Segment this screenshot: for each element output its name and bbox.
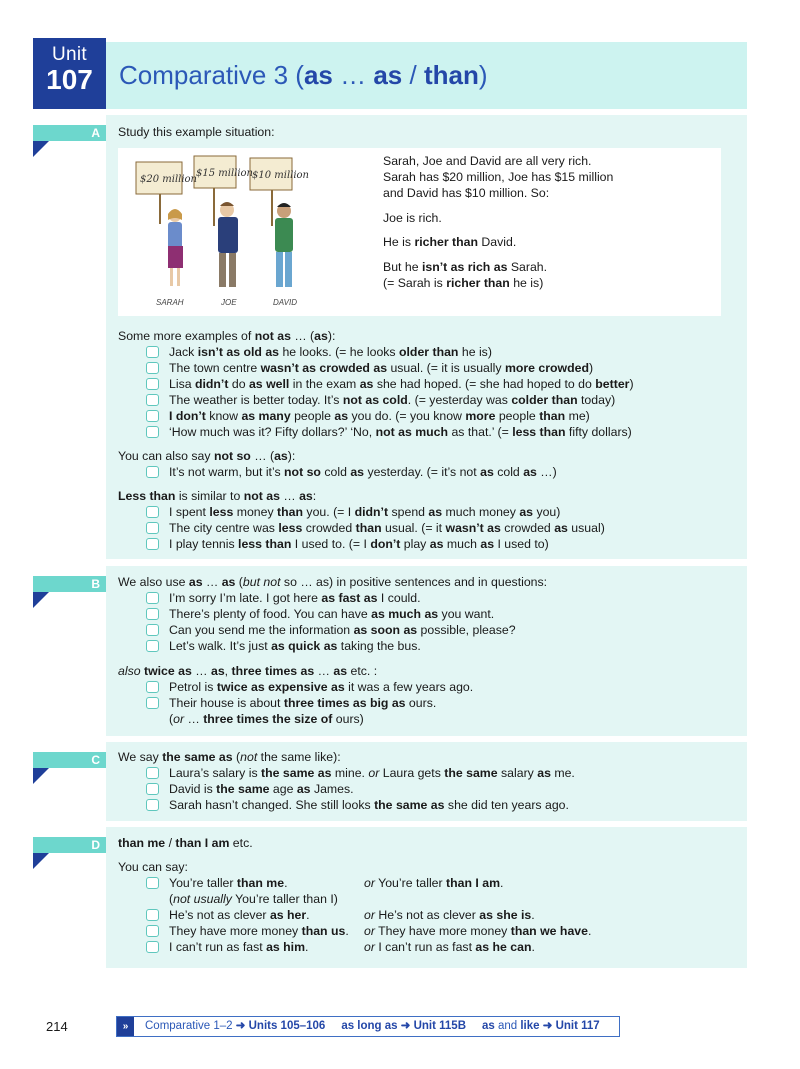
bullet-icon <box>146 799 159 811</box>
bullet-icon <box>146 506 159 518</box>
section-a <box>91 115 747 559</box>
alternative-sentence: or He’s not as clever as she is. <box>364 908 535 922</box>
unit-label: Unit <box>52 44 87 65</box>
bullet-icon <box>146 877 159 889</box>
example-sentence: ‘How much was it? Fifty dollars?’ ‘No, not as much as that.’ (= less than fifty dollars) <box>169 425 632 439</box>
example-sentence: Let’s walk. It’s just as quick as taking the bus. <box>169 639 421 653</box>
rule-text: Some more examples of not as … (as): <box>118 329 336 343</box>
rule-text: We say the same as (not the same like): <box>118 750 341 764</box>
story-line: Joe is rich. <box>383 211 442 225</box>
xref-link-comparative[interactable]: Comparative 1–2 ➜ Units 105–106 <box>145 1020 326 1032</box>
bullet-icon <box>146 640 159 652</box>
title-bar <box>106 42 747 109</box>
example-sentence: Sarah hasn’t changed. She still looks the same as she did ten years ago. <box>169 798 569 812</box>
unit-number: 107 <box>46 64 93 95</box>
example-sentence: I don’t know as many people as you do. (= you know more people than me) <box>169 409 590 423</box>
example-note: (not usually You’re taller than I) <box>169 892 338 906</box>
bullet-icon <box>146 697 159 709</box>
alternative-sentence: or I can’t run as fast as he can. <box>364 940 535 954</box>
section-tab-c: C <box>33 752 106 768</box>
cross-reference-bar <box>116 1016 620 1037</box>
example-sentence: The city centre was less crowded than usual. (= it wasn’t as crowded as usual) <box>169 521 605 535</box>
bullet-icon <box>146 783 159 795</box>
bullet-icon <box>146 522 159 534</box>
label-david: DAVID <box>273 298 298 307</box>
bullet-icon <box>146 767 159 779</box>
example-sentence: Petrol is twice as expensive as it was a few years ago. <box>169 680 474 694</box>
double-arrow-icon: » <box>117 1017 134 1036</box>
example-sentence: The town centre wasn’t as crowded as usual. (= it is usually more crowded) <box>169 361 594 375</box>
bullet-icon <box>146 466 159 478</box>
page-number: 214 <box>46 1019 68 1034</box>
example-sentence: He’s not as clever as her. <box>169 908 310 922</box>
sign-david: $10 million <box>252 170 310 181</box>
example-sentence: The weather is better today. It’s not as cold. (= yesterday was colder than today) <box>169 393 616 407</box>
example-sentence: Their house is about three times as big as ours. <box>169 696 437 710</box>
bullet-icon <box>146 346 159 358</box>
bullet-icon <box>146 362 159 374</box>
rule-text: than me / than I am etc. <box>118 836 253 850</box>
section-d <box>91 827 747 968</box>
alternative-sentence: or They have more money than we have. <box>364 924 592 938</box>
intro-text: Study this example situation: <box>118 125 275 139</box>
story-line: Sarah has $20 million, Joe has $15 million <box>383 170 614 184</box>
bullet-icon <box>146 681 159 693</box>
story-line: He is richer than David. <box>383 235 517 249</box>
bullet-icon <box>146 538 159 550</box>
story-line: and David has $10 million. So: <box>383 186 550 200</box>
example-sentence: Laura’s salary is the same as mine. or Laura gets the same salary as me. <box>169 766 575 780</box>
example-sentence: You’re taller than me. <box>169 876 288 890</box>
rule-text: Less than is similar to not as … as: <box>118 489 317 503</box>
example-sentence: I play tennis less than I used to. (= I don’t play as much as I used to) <box>169 537 549 551</box>
unit-badge <box>33 38 106 109</box>
bullet-icon <box>146 941 159 953</box>
bullet-icon <box>146 925 159 937</box>
page-title: Comparative 3 (as … as / than) <box>119 60 488 90</box>
sign-joe: $15 million <box>196 168 254 179</box>
bullet-icon <box>146 592 159 604</box>
label-joe: JOE <box>221 298 237 307</box>
xref-link-as-long-as[interactable]: as long as ➜ Unit 115B <box>341 1020 466 1032</box>
bullet-icon <box>146 608 159 620</box>
example-sentence: David is the same age as James. <box>169 782 354 796</box>
section-tab-d: D <box>33 837 106 853</box>
example-picture-panel <box>118 148 721 316</box>
bullet-icon <box>146 909 159 921</box>
rule-text: We also use as … as (but not so … as) in positive sentences and in questions: <box>118 575 548 589</box>
story-line: Sarah, Joe and David are all very rich. <box>383 154 592 168</box>
sign-sarah: $20 million <box>140 174 198 185</box>
example-sentence: Lisa didn’t do as well in the exam as she had hoped. (= she had hoped to do better) <box>169 377 634 391</box>
alternative-sentence: or You’re taller than I am. <box>364 876 504 890</box>
bullet-icon <box>146 378 159 390</box>
bullet-icon <box>146 394 159 406</box>
bullet-icon <box>146 624 159 636</box>
example-sentence: It’s not warm, but it’s not so cold as yesterday. (= it’s not as cold as …) <box>169 465 557 479</box>
rule-text: You can say: <box>118 860 188 874</box>
example-sentence: There’s plenty of food. You can have as much as you want. <box>169 607 495 621</box>
section-tab-a: A <box>33 125 106 141</box>
example-sentence: I spent less money than you. (= I didn’t spend as much money as you) <box>169 505 561 519</box>
bullet-icon <box>146 410 159 422</box>
story-line: (= Sarah is richer than he is) <box>383 276 544 290</box>
example-sentence: I’m sorry I’m late. I got here as fast as I could. <box>169 591 421 605</box>
example-sentence: I can’t run as fast as him. <box>169 940 309 954</box>
example-sentence: Can you send me the information as soon as possible, please? <box>169 623 516 637</box>
rich-people-illustration <box>132 154 332 304</box>
rule-text: You can also say not so … (as): <box>118 449 296 463</box>
example-sentence: (or … three times the size of ours) <box>169 712 364 726</box>
section-c <box>91 742 747 821</box>
xref-link-as-like[interactable]: as and like ➜ Unit 117 <box>481 1020 600 1032</box>
example-sentence: Jack isn’t as old as he looks. (= he looks older than he is) <box>169 345 492 359</box>
rule-text: also twice as … as, three times as … as etc. : <box>118 664 378 678</box>
story-line: But he isn’t as rich as Sarah. <box>383 260 548 274</box>
label-sarah: SARAH <box>156 298 184 307</box>
section-b <box>91 566 747 736</box>
example-sentence: They have more money than us. <box>169 924 349 938</box>
bullet-icon <box>146 426 159 438</box>
section-tab-b: B <box>33 576 106 592</box>
